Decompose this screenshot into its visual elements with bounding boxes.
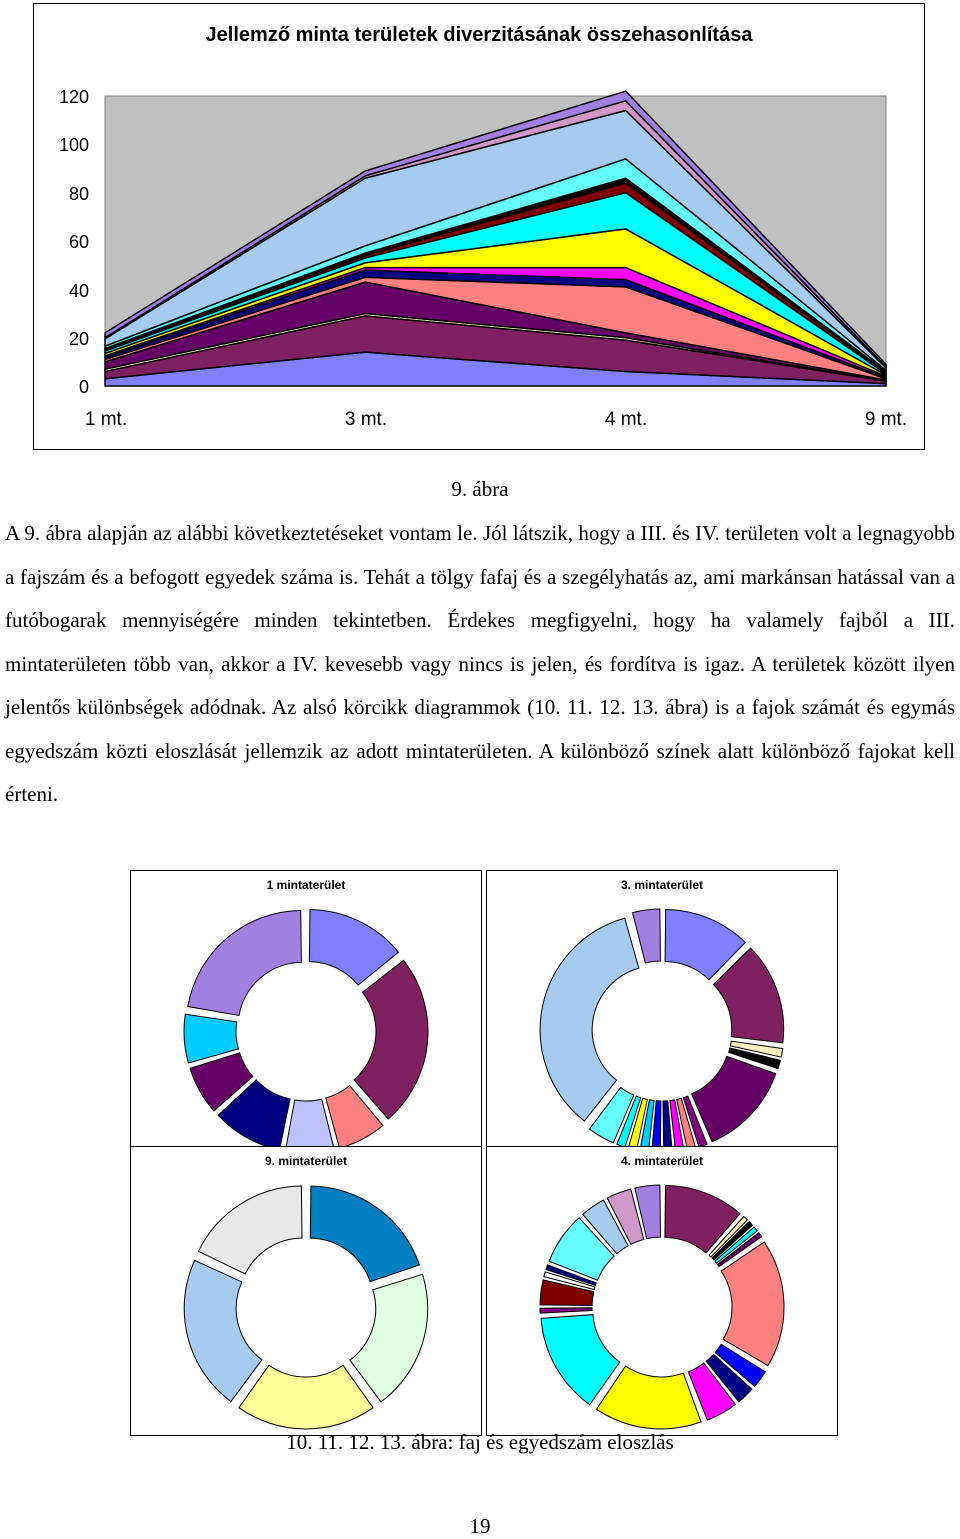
donut-panel-3 xyxy=(486,870,838,1160)
donut-slice-1 xyxy=(354,960,428,1119)
y-tick-label: 20 xyxy=(68,329,89,349)
y-tick-label: 0 xyxy=(78,377,89,397)
donut-chart-4 xyxy=(487,1147,837,1435)
y-tick-label: 60 xyxy=(68,232,89,252)
donut-slice-7 xyxy=(188,910,302,1015)
x-tick-label: 9 mt. xyxy=(864,409,908,430)
donut-slice-0 xyxy=(309,910,398,985)
donut-slice-1 xyxy=(350,1274,428,1402)
donut-panel-4 xyxy=(486,1146,838,1436)
y-tick-label: 120 xyxy=(58,87,89,107)
donut-slice-11 xyxy=(540,1308,592,1313)
donut-title: 1 mintaterület xyxy=(266,878,346,892)
donut-slice-4 xyxy=(198,1186,302,1274)
y-tick-label: 100 xyxy=(58,135,89,155)
donut-title: 3. mintaterület xyxy=(620,878,704,892)
donut-chart-3 xyxy=(487,871,837,1159)
donut-slice-3 xyxy=(285,1099,334,1153)
donut-slice-2 xyxy=(239,1365,373,1429)
y-tick-label: 40 xyxy=(68,281,89,301)
body-paragraph: A 9. ábra alapján az alábbi következtetéseket vontam le. Jól látszik, hogy a III. és IV. területen volt a legnagyobb a fajszám és a befogott egyedek száma is. Tehát a tölgy fafaj és a szegélyhatás az, ami markánsan hatással van a futóbogarak mennyiségére minden tekintetben. Érdekes megfigyelni, hogy ha valamely fajból a III. mintaterületen több van, akkor a IV. kevesebb vagy nincs is jelen, és fordítva is igaz. A területek között ilyen jelentős különbségek adódnak. Az alsó körcikk diagrammok (10. 11. 12. 13. ábra) is a fajok számát és egymás egyedszám közti eloszlását jellemzik az adott mintaterületen. A különböző színek alatt különböző fajokat kell érteni. xyxy=(5,521,955,806)
donut-slice-10 xyxy=(541,1315,620,1405)
area-chart-plot xyxy=(34,4,924,449)
area-chart-frame xyxy=(33,3,925,450)
donut-slice-5 xyxy=(721,1242,784,1366)
donut-chart-9 xyxy=(131,1147,481,1435)
donut-chart-1 xyxy=(131,871,481,1159)
x-tick-label: 3 mt. xyxy=(344,409,388,430)
donut-slice-3 xyxy=(184,1260,262,1401)
donut-slice-15 xyxy=(633,909,661,963)
x-tick-label: 4 mt. xyxy=(604,409,648,430)
donut-slice-9 xyxy=(597,1366,702,1429)
x-tick-label: 1 mt. xyxy=(84,409,128,430)
page-number: 19 xyxy=(469,1514,491,1538)
figure-9-caption: 9. ábra xyxy=(451,477,509,501)
figure-10-13-caption: 10. 11. 12. 13. ábra: faj és egyedszám eloszlás xyxy=(286,1430,674,1454)
donut-panel-9 xyxy=(130,1146,482,1436)
area-chart-title: Jellemző minta területek diverzitásának összehasonlítása xyxy=(205,24,753,46)
donut-slice-0 xyxy=(310,1186,419,1281)
donut-title: 9. mintaterület xyxy=(264,1154,348,1168)
donut-slice-4 xyxy=(692,1056,776,1141)
donut-panel-1 xyxy=(130,870,482,1160)
donut-title: 4. mintaterület xyxy=(620,1154,704,1168)
y-tick-label: 80 xyxy=(68,184,89,204)
